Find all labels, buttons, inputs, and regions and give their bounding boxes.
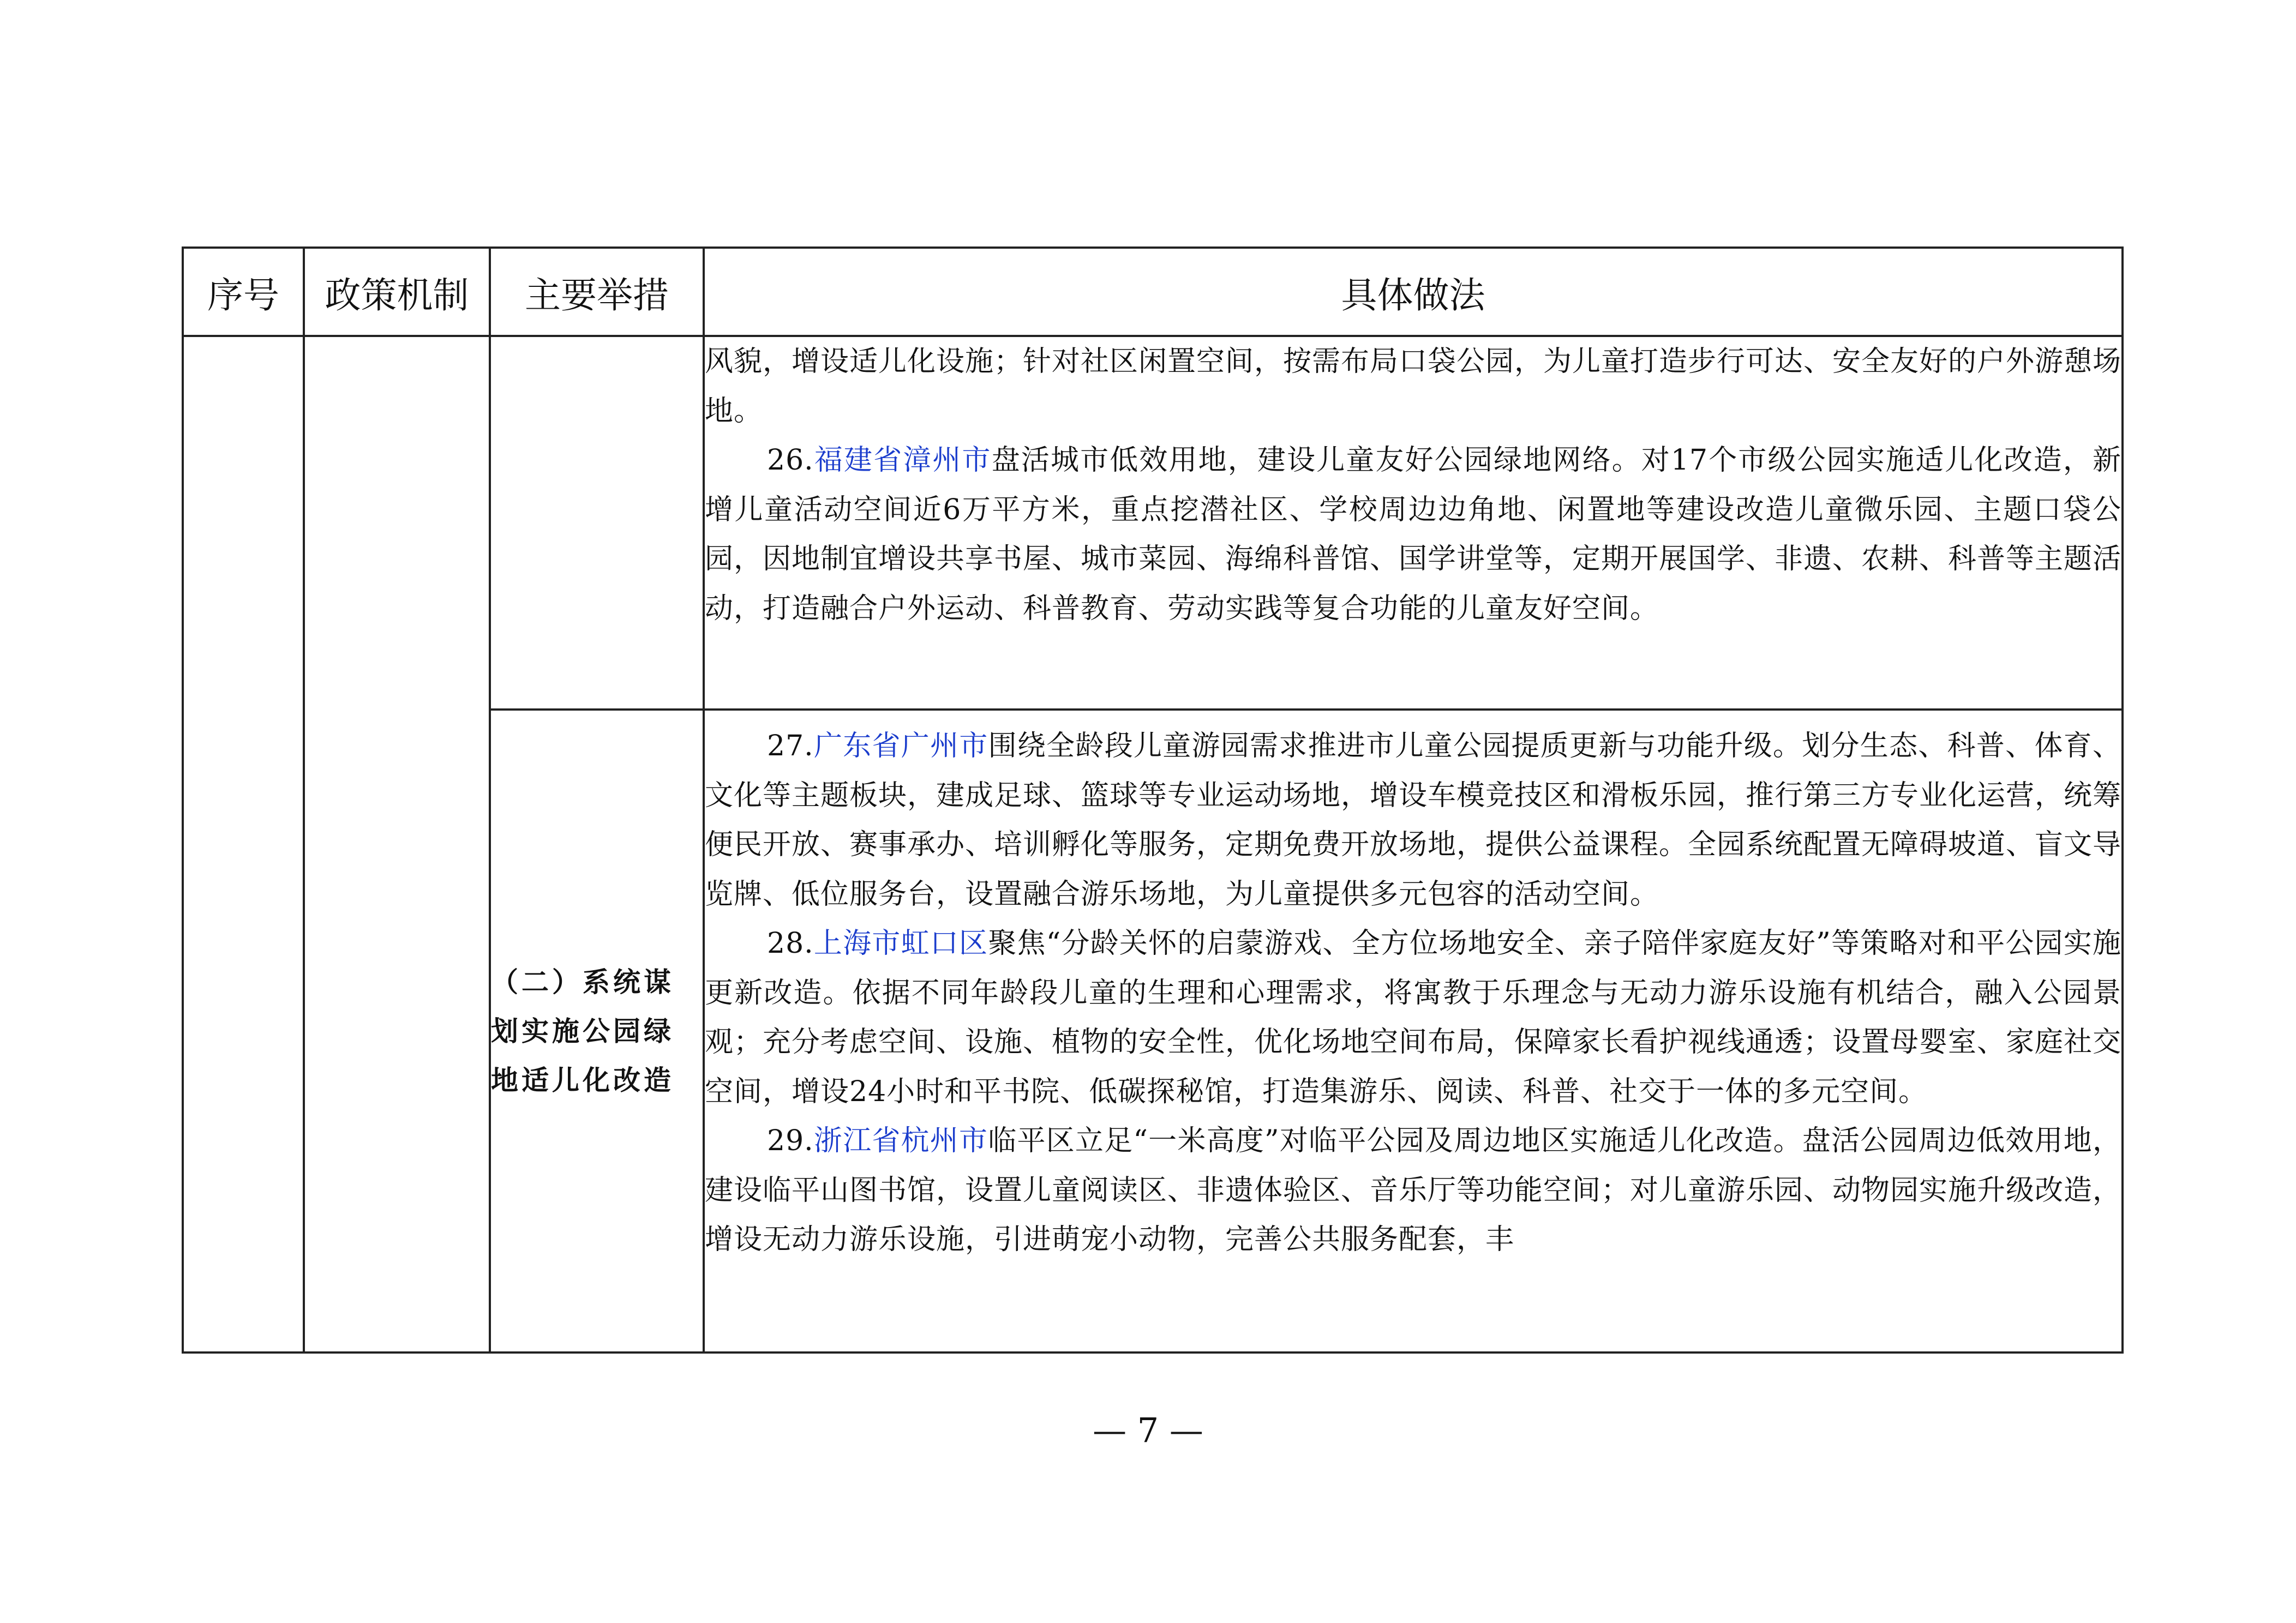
header-specific-practices: 具体做法	[704, 248, 2123, 336]
case-number: 26.	[767, 444, 814, 477]
practice-cell	[704, 710, 2123, 1352]
page-number: — 7 —	[1093, 1410, 1203, 1450]
city-name: 浙江省杭州市	[813, 1125, 988, 1157]
table-row	[183, 336, 2123, 710]
case-number: 27.	[767, 730, 814, 762]
serial-number-cell	[183, 336, 304, 1352]
table-header-row	[183, 248, 2123, 336]
header-main-measures: 主要举措	[490, 248, 704, 336]
main-measure-cell	[490, 336, 704, 710]
header-policy-mechanism: 政策机制	[304, 248, 490, 336]
city-name: 福建省漳州市	[813, 444, 992, 477]
practice-paragraph: 26.福建省漳州市盘活城市低效用地，建设儿童友好公园绿地网络。对17个市级公园实施适儿化改造，新增儿童活动空间近6万平方米，重点挖潜社区、学校周边边角地、闲置地等建设改造儿童微乐园、主题口袋公园，因地制宜增设共享书屋、城市菜园、海绵科普馆、国学讲堂等，定期开展国学、非遗、农耕、科普等主题活动，打造融合户外运动、科普教育、劳动实践等复合功能的儿童友好空间。	[705, 444, 2122, 625]
practice-paragraph: 风貌，增设适儿化设施；针对社区闲置空间，按需布局口袋公园，为儿童打造步行可达、安全友好的户外游憩场地。	[705, 345, 2122, 428]
header-serial-number: 序号	[183, 248, 304, 336]
practice-cell	[704, 336, 2123, 710]
policy-mechanism-cell	[304, 336, 490, 1352]
case-number: 28.	[767, 927, 814, 960]
policy-table	[182, 247, 2124, 1354]
practice-paragraph: 28.上海市虹口区聚焦“分龄关怀的启蒙游戏、全方位场地安全、亲子陪伴家庭友好”等策略对和平公园实施更新改造。依据不同年龄段儿童的生理和心理需求，将寓教于乐理念与无动力游乐设施有机结合，融入公园景观；充分考虑空间、设施、植物的安全性，优化场地空间布局，保障家长看护视线通透；设置母婴室、家庭社交空间，增设24小时和平书院、低碳探秘馆，打造集游乐、阅读、科普、社交于一体的多元空间。	[705, 927, 2122, 1108]
practice-paragraph: 27.广东省广州市围绕全龄段儿童游园需求推进市儿童公园提质更新与功能升级。划分生态、科普、体育、文化等主题板块，建成足球、篮球等专业运动场地，增设车模竞技区和滑板乐园，推行第三方专业化运营，统筹便民开放、赛事承办、培训孵化等服务，定期免费开放场地，提供公益课程。全园系统配置无障碍坡道、盲文导览牌、低位服务台，设置融合游乐场地，为儿童提供多元包容的活动空间。	[705, 730, 2122, 911]
main-measure-cell: （二）系统谋划实施公园绿地适儿化改造	[490, 710, 704, 1352]
city-name: 广东省广州市	[813, 730, 988, 762]
city-name: 上海市虹口区	[813, 927, 988, 960]
case-number: 29.	[767, 1125, 814, 1157]
practice-paragraph: 29.浙江省杭州市临平区立足“一米高度”对临平公园及周边地区实施适儿化改造。盘活公园周边低效用地，建设临平山图书馆，设置儿童阅读区、非遗体验区、音乐厅等功能空间；对儿童游乐园、动物园实施升级改造，增设无动力游乐设施，引进萌宠小动物，完善公共服务配套，丰	[705, 1125, 2122, 1256]
